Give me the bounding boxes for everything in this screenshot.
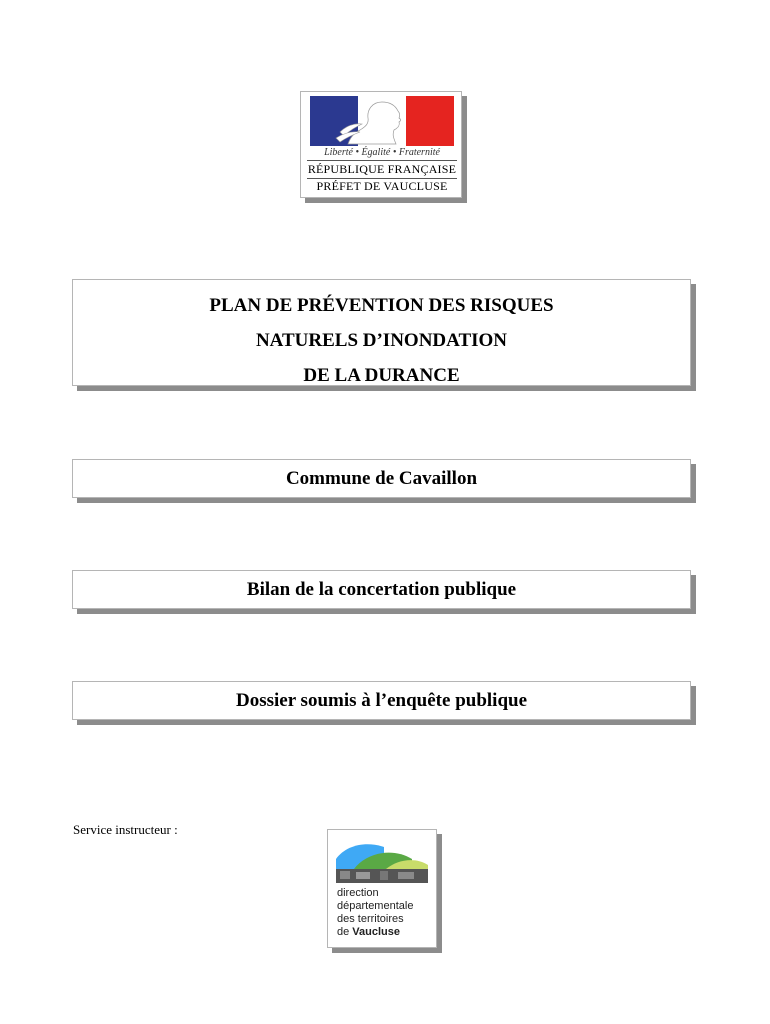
title-line-3: DE LA DURANCE	[303, 365, 460, 386]
service-instructeur-label: Service instructeur :	[73, 822, 178, 837]
landscape-icon	[336, 839, 428, 885]
bilan-title: Bilan de la concertation publique	[246, 578, 517, 600]
ddt-line-2: départementale	[337, 900, 414, 912]
title-line-2: NATURELS D’INONDATION	[255, 330, 508, 351]
document-title-box	[72, 279, 691, 386]
ddt-logo	[327, 829, 437, 948]
commune-box	[72, 459, 691, 498]
ddt-line-4	[337, 926, 413, 939]
ddt-line-1: direction	[337, 887, 379, 899]
bilan-box	[72, 570, 691, 609]
commune-name: Commune de Cavaillon	[285, 467, 478, 489]
dossier-title: Dossier soumis à l’enquête publique	[235, 689, 528, 711]
republic-motto: Liberté • Égalité • Fraternité	[324, 147, 440, 158]
title-line-1: PLAN DE PRÉVENTION DES RISQUES	[209, 295, 554, 316]
prefecture-logo	[300, 91, 462, 198]
marianne-icon	[310, 96, 454, 146]
republic-name: RÉPUBLIQUE FRANÇAISE	[307, 162, 457, 176]
ddt-line-4-prefix: de	[337, 926, 353, 938]
ddt-line-3: des territoires	[337, 913, 404, 925]
ddt-department: Vaucluse	[352, 926, 400, 938]
divider	[307, 160, 457, 161]
prefecture-name: PRÉFET DE VAUCLUSE	[316, 179, 448, 193]
dossier-box	[72, 681, 691, 720]
